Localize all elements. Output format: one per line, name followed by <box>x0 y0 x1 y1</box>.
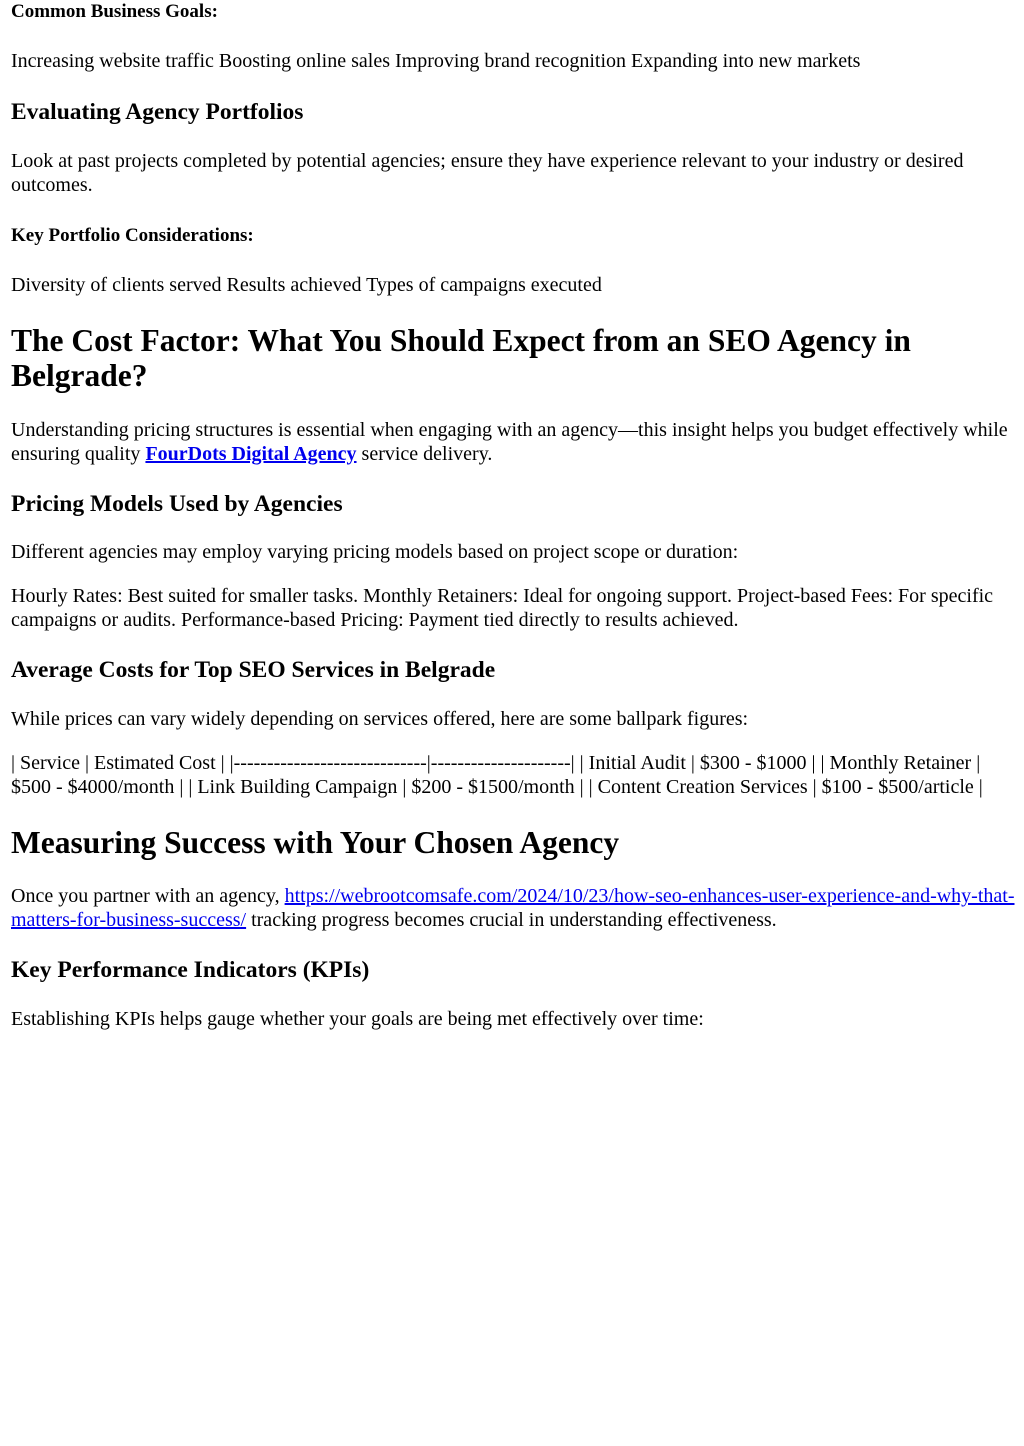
portfolios-paragraph: Look at past projects completed by potential agencies; ensure they have experience relevant to your industry or desired outcomes. <box>11 150 964 196</box>
portfolio-considerations-list: Diversity of clients served Results achieved Types of campaigns executed <box>11 274 602 296</box>
average-costs-table-text: | Service | Estimated Cost | |-----------------------------|---------------------| | Initial Audit | $300 - $1000 | | Monthly Retainer | $500 - $4000/month | | Link Building Campaign | $200 - $1500/month | | Content Creation Services | $100 - $500/article | <box>11 752 983 798</box>
kpis-heading: Key Performance Indicators (KPIs) <box>11 957 370 983</box>
success-text-before: Once you partner with an agency, <box>11 885 285 907</box>
average-costs-intro: While prices can vary widely depending on services offered, here are some ballpark figures: <box>11 708 749 730</box>
average-costs-heading: Average Costs for Top SEO Services in Belgrade <box>11 657 496 683</box>
goals-list: Increasing website traffic Boosting online sales Improving brand recognition Expanding into new markets <box>11 50 861 72</box>
portfolio-considerations-label: Key Portfolio Considerations: <box>11 225 254 246</box>
goals-label: Common Business Goals: <box>11 1 218 22</box>
success-paragraph <box>11 885 1016 932</box>
cost-text-after: service delivery. <box>356 442 493 465</box>
kpis-intro: Establishing KPIs helps gauge whether your goals are being met effectively over time: <box>11 1008 704 1030</box>
success-text-after: tracking progress becomes crucial in understanding effectiveness. <box>246 908 777 931</box>
webrootcomsafe-article-link[interactable]: https://webrootcomsafe.com/2024/10/23/how-seo-enhances-user-experience-and-why-that-matters-for-business-success/ <box>11 885 1015 931</box>
pricing-models-heading: Pricing Models Used by Agencies <box>11 491 343 517</box>
portfolios-heading: Evaluating Agency Portfolios <box>11 99 304 125</box>
cost-heading: The Cost Factor: What You Should Expect from an SEO Agency in Belgrade? <box>11 323 911 393</box>
success-heading: Measuring Success with Your Chosen Agency <box>11 825 620 860</box>
pricing-models-intro: Different agencies may employ varying pricing models based on project scope or duration: <box>11 541 739 563</box>
cost-text-before: Understanding pricing structures is essential when engaging with an agency—this insight helps you budget effectively while ensuring quality <box>11 419 1008 465</box>
pricing-models-list: Hourly Rates: Best suited for smaller tasks. Monthly Retainers: Ideal for ongoing support. Project-based Fees: For specific campaigns or audits. Performance-based Pricing: Payment tied directly to results achieved. <box>11 585 994 631</box>
cost-paragraph <box>11 419 1016 466</box>
fourdots-agency-link[interactable]: FourDots Digital Agency <box>145 442 357 465</box>
